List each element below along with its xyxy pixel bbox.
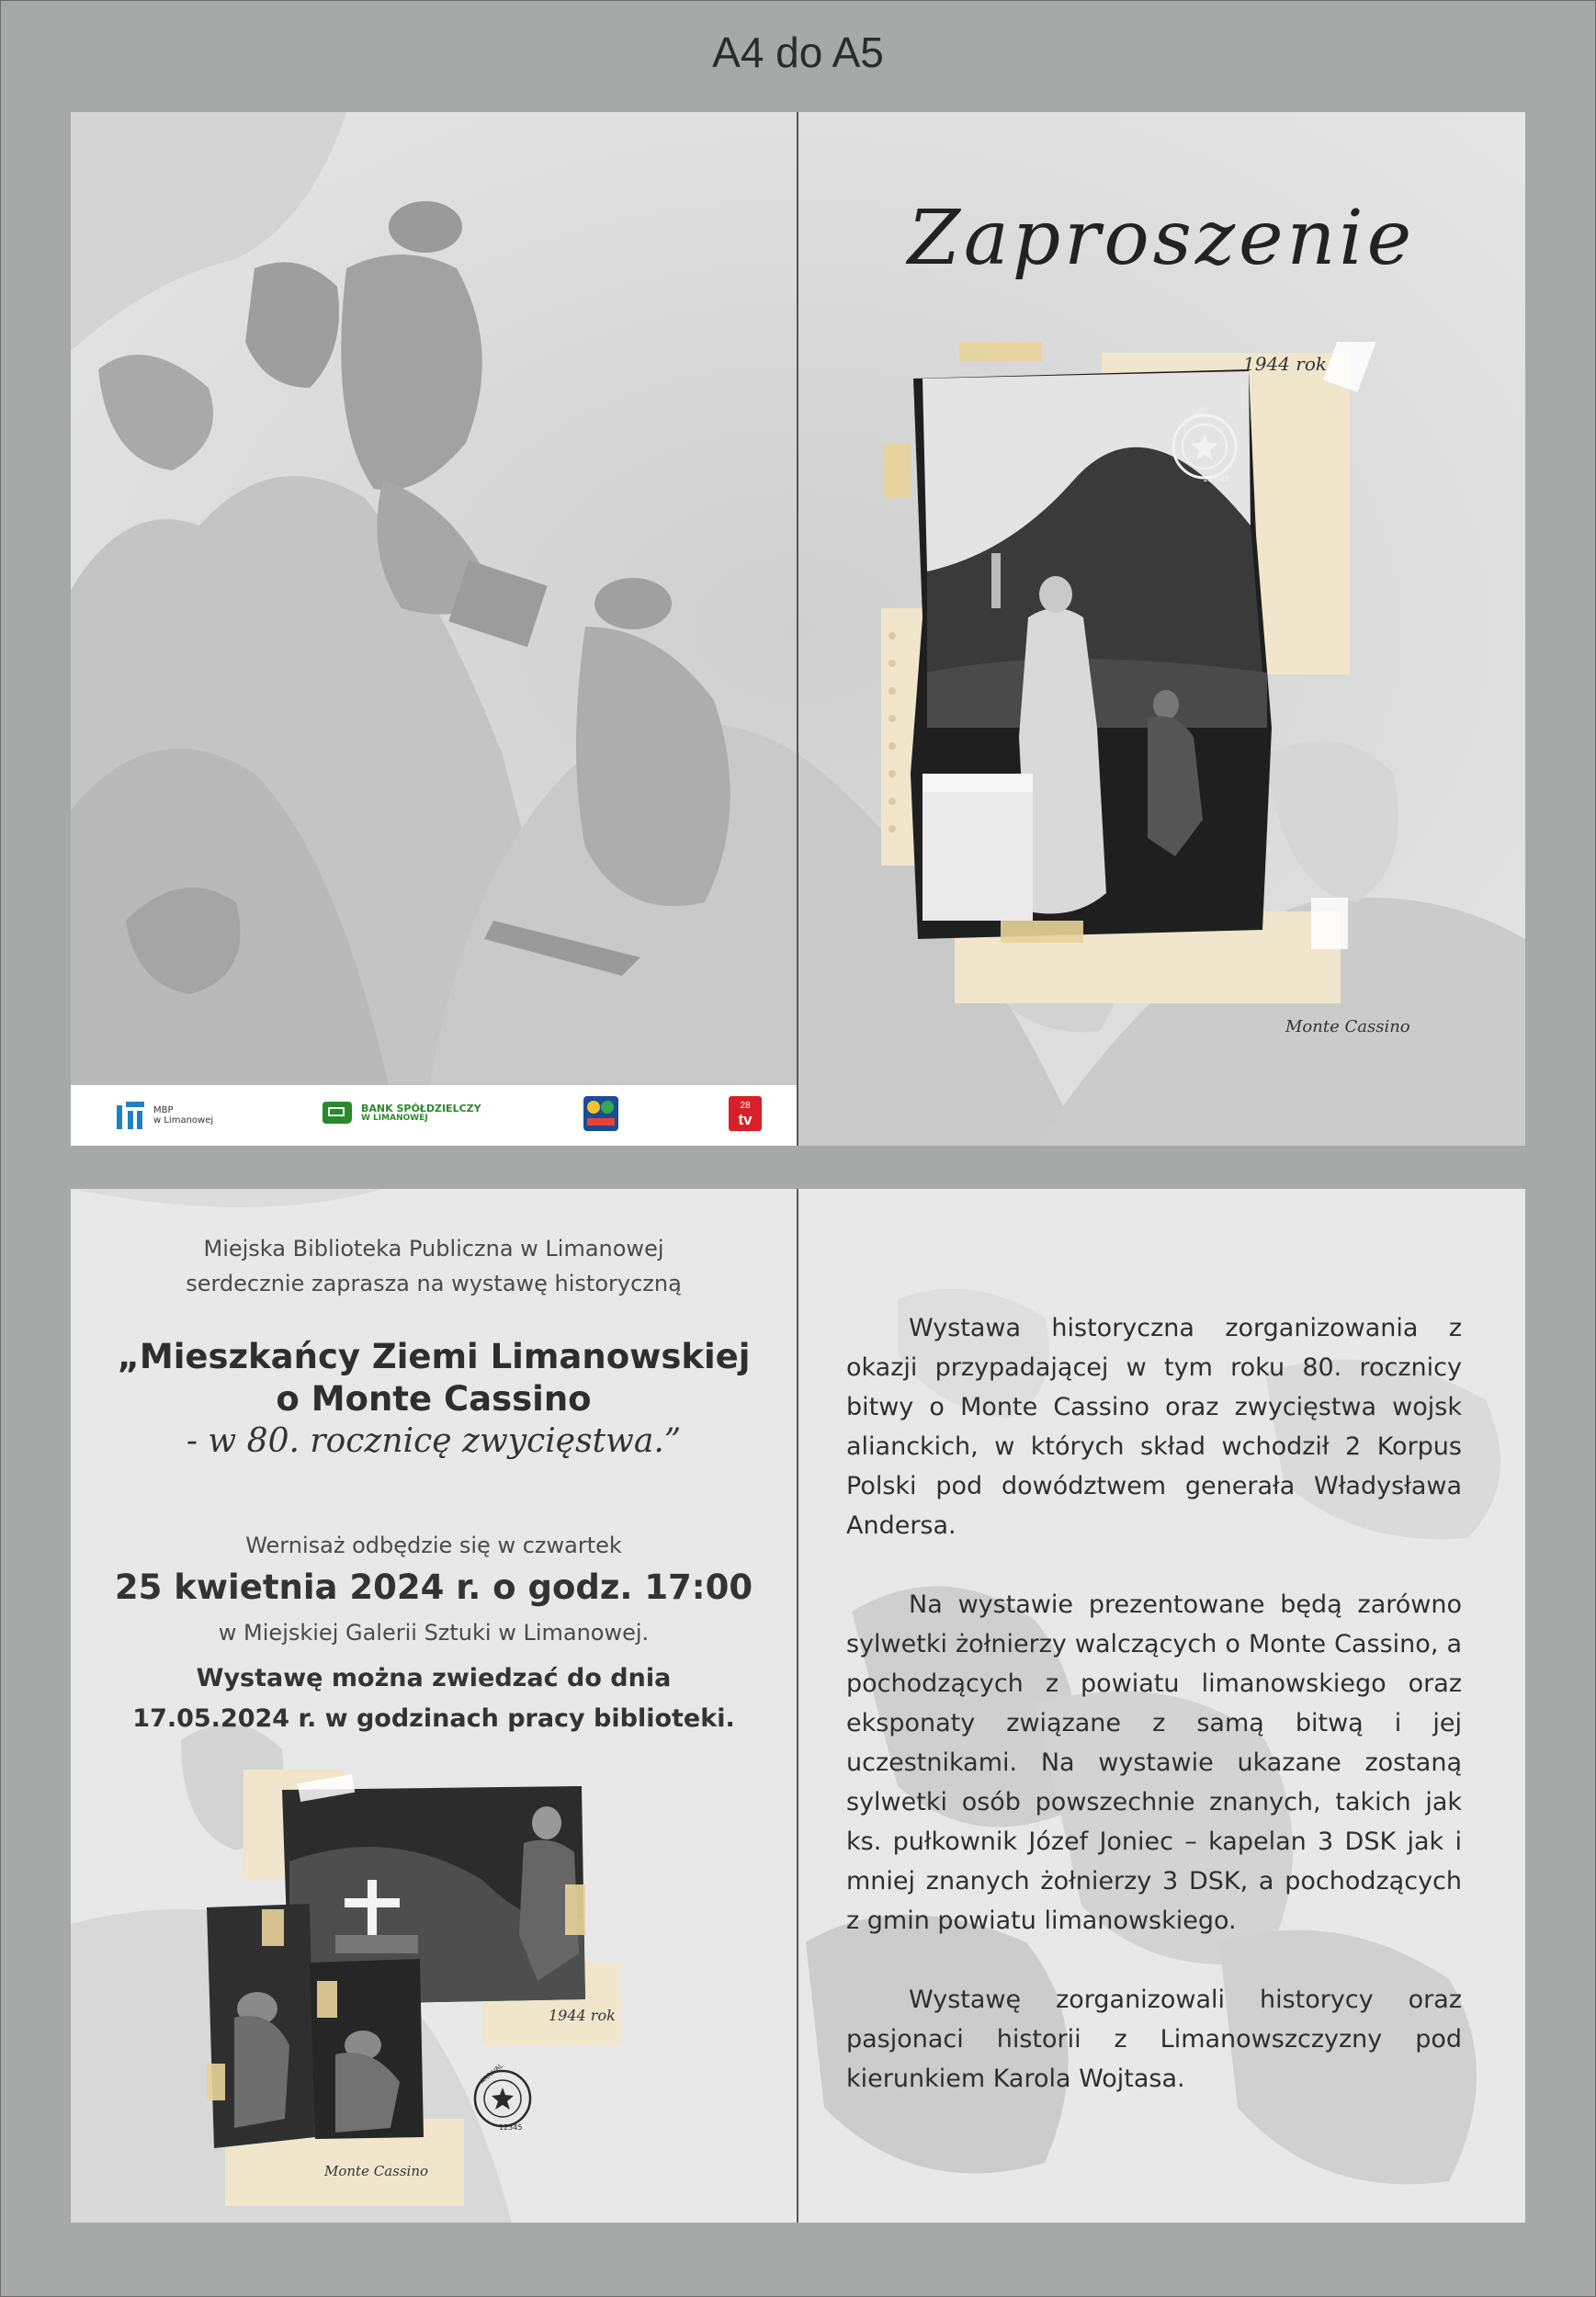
organizer-text <box>71 1231 797 1301</box>
mbp-logo <box>115 1100 213 1131</box>
stamp-text-bottom: 12345 <box>499 2123 523 2132</box>
tv28-badge: tv <box>738 1111 753 1128</box>
invitation-panel <box>71 1189 797 2223</box>
tape <box>317 1981 337 2018</box>
tape <box>959 342 1042 362</box>
sheet-title: A4 do A5 <box>712 28 884 76</box>
visiting-info-line2: 17.05.2024 r. w godzinach pracy biblioteki. <box>132 1704 735 1733</box>
cover-photo-year: 1944 rok <box>1243 353 1327 375</box>
bank-logo-line1: BANK SPÓŁDZIELCZY <box>361 1103 481 1115</box>
bank-logo <box>321 1100 481 1127</box>
front-cover-panel <box>798 112 1524 1146</box>
exhibition-subtitle: - w 80. rocznicę zwycięstwa.” <box>186 1422 682 1460</box>
exhibition-title-line1: „Mieszkańcy Ziemi Limanowskiej <box>117 1337 751 1376</box>
tape <box>262 1909 284 1946</box>
tape <box>565 1884 585 1935</box>
stamp-text-top: ARRIVAL <box>479 2062 504 2086</box>
description-paragraph-2: Na wystawie prezentowane będą zarówno sylwetki żołnierzy walczących o Monte Cassino, a pochodzących z powiatu limanowskiego oraz eksponaty związane z samą bitwą i jej uczestnikami. Na wystawie ukazane zostaną sylwetki osób powszechnie znanych, takich jak ks. pułkownik Józef Joniec – kapelan 3 DSK jak i mniej znanych żołnierzy 3 DSK, a pochodzących z gmin powiatu limanowskiego. <box>846 1590 1462 1935</box>
tape <box>207 2064 225 2100</box>
collage-place: Monte Cassino <box>324 2163 429 2179</box>
organizer-line2: serdecznie zaprasza na wystawę historyczną <box>186 1271 682 1296</box>
regional-logo <box>582 1094 620 1133</box>
tv28-logo <box>729 1096 762 1131</box>
visiting-info <box>71 1658 797 1739</box>
tape <box>1311 898 1348 949</box>
description-panel <box>798 1189 1524 2223</box>
description-paragraph-3: Wystawę zorganizowali historycy oraz pasjonaci historii z Limanowszczyzny pod kierunkiem Karola Wojtasa. <box>846 1986 1462 2093</box>
cover-photo-collage <box>872 342 1387 1003</box>
vernissage-place: w Miejskiej Galerii Sztuki w Limanowej. <box>218 1620 650 1646</box>
sponsor-logo-strip <box>71 1085 797 1146</box>
tape <box>883 443 911 498</box>
mbp-logo-line1: MBP <box>153 1105 174 1115</box>
stamp-text-top: ARRIVAL <box>1180 402 1210 430</box>
bank-logo-icon <box>321 1100 354 1127</box>
back-cover-panel <box>71 112 797 1146</box>
tv28-number: 28 <box>740 1101 751 1111</box>
exhibition-title-line2: o Monte Cassino <box>276 1379 592 1419</box>
tape <box>1001 921 1083 943</box>
bank-logo-line2: W LIMANOWEJ <box>361 1114 428 1123</box>
cover-title: Zaproszenie <box>907 195 1416 282</box>
mbp-logo-line2: w Limanowej <box>153 1115 214 1126</box>
vernissage-date: 25 kwietnia 2024 r. o godz. 17:00 <box>114 1567 753 1607</box>
tv28-logo-icon <box>729 1096 762 1131</box>
stamp-text-bottom: 12345 <box>1203 475 1229 484</box>
description-text <box>846 1308 1462 2138</box>
sheet-inside <box>71 1189 1525 2223</box>
mbp-logo-icon <box>115 1100 146 1131</box>
regional-logo-icon <box>582 1094 620 1133</box>
exhibition-title <box>71 1336 797 1420</box>
cover-photo-place: Monte Cassino <box>1285 1017 1410 1036</box>
description-paragraph-1: Wystawa historyczna zorganizowania z okazji przypadającej w tym roku 80. rocznicy bitwy o Monte Cassino oraz zwycięstwa wojsk alianckich, w których skład wchodził 2 Korpus Polski pod dowództwem generała Władysława Andersa. <box>846 1314 1462 1540</box>
inside-photo-collage <box>207 1770 666 2211</box>
organizer-line1: Miejska Biblioteka Publiczna w Limanowej <box>203 1236 664 1262</box>
sheet-front <box>71 112 1525 1146</box>
arrival-stamp <box>475 2062 530 2132</box>
collage-year: 1944 rok <box>549 2007 616 2024</box>
vernissage-intro: Wernisaż odbędzie się w czwartek <box>245 1533 622 1558</box>
visiting-info-line1: Wystawę można zwiedzać do dnia <box>196 1664 672 1692</box>
